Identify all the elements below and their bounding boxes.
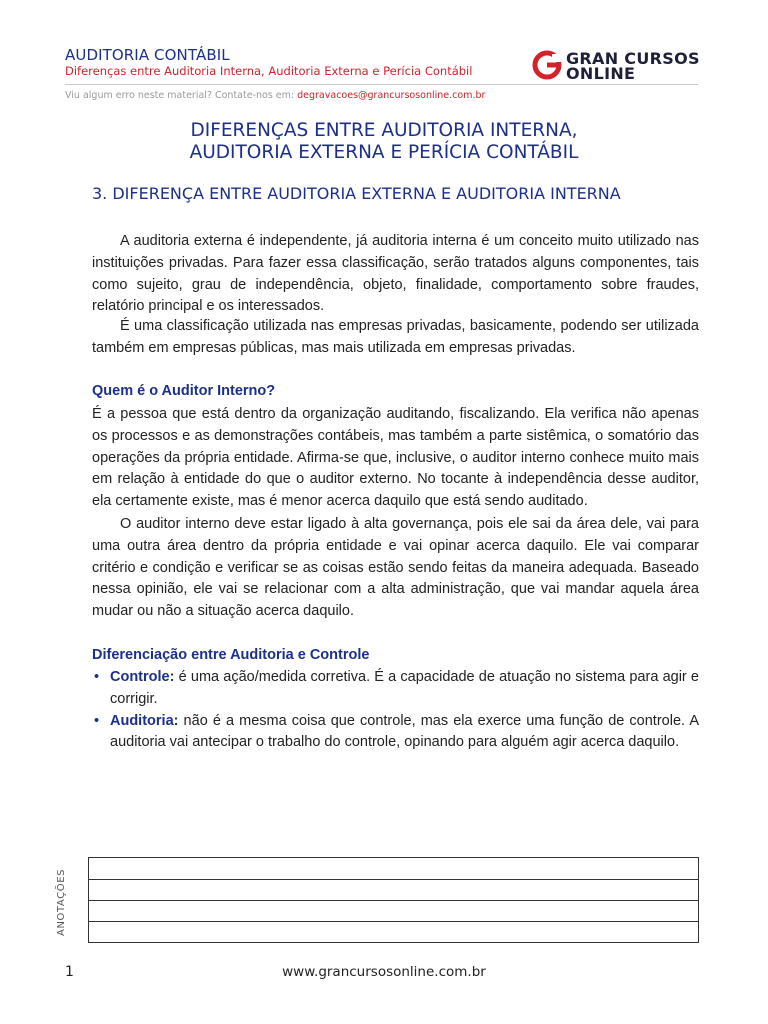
paragraph: [92, 514, 699, 623]
section-title: 3. DIFERENÇA ENTRE AUDITORIA EXTERNA E AUDITORIA INTERNA: [92, 184, 621, 203]
paragraph: [92, 316, 699, 360]
bullet-term: Auditoria:: [110, 712, 179, 729]
course-title: AUDITORIA CONTÁBIL: [65, 46, 230, 64]
paragraph: [92, 231, 699, 318]
bullet-text: não é a mesma coisa que controle, mas ela exerce uma função de controle. A auditoria vai antecipar o trabalho do controle, opinando para alguém agir acerca daquilo.: [110, 712, 699, 751]
contact-prefix: Viu algum erro neste material? Contate-nos em:: [65, 90, 298, 101]
list-item: [92, 711, 699, 755]
logo-text-line1: GRAN CURSOS: [566, 49, 700, 68]
subheading-diferenciacao: Diferenciação entre Auditoria e Controle: [92, 647, 370, 663]
course-subtitle: Diferenças entre Auditoria Interna, Auditoria Externa e Perícia Contábil: [65, 64, 473, 78]
notes-line: [89, 900, 698, 901]
footer-website-link[interactable]: www.grancursosonline.com.br: [282, 964, 486, 980]
logo-text-line2: ONLINE: [566, 64, 636, 83]
notes-line: [89, 879, 698, 880]
paragraph-text: É a pessoa que está dentro da organização auditando, fiscalizando. Ela verifica não apenas os processos e as demonstrações contábeis, mas também a parte sistêmica, o somatório das operações da própria entidade. Afirma-se que, inclusive, o auditor interno conhece muito mais em relação à entidade do que o auditor externo. No tocante à independência desse auditor, ela certamente existe, mas é menor acerca daquilo que está sendo auditado.: [92, 406, 699, 510]
list-item: [92, 667, 699, 711]
contact-notice: [65, 90, 485, 101]
paragraph-text: É uma classificação utilizada nas empresas privadas, basicamente, podendo ser utilizada também em empresas públicas, mas mais utilizada em empresas privadas.: [92, 318, 699, 356]
bullet-term: Controle:: [110, 669, 175, 685]
document-title-line2: AUDITORIA EXTERNA E PERÍCIA CONTÁBIL: [189, 142, 579, 163]
bullet-icon: •: [94, 669, 100, 685]
paragraph: [92, 404, 699, 513]
gran-g-logo-icon: [532, 50, 562, 80]
subheading-auditor-interno: Quem é o Auditor Interno?: [92, 383, 276, 399]
document-title-line1: DIFERENÇAS ENTRE AUDITORIA INTERNA,: [190, 120, 578, 141]
gran-cursos-logo[interactable]: [532, 48, 702, 82]
header-divider: [65, 84, 698, 85]
notes-label: ANOTAÇÕES: [56, 868, 67, 936]
notes-line: [89, 921, 698, 922]
paragraph-text: O auditor interno deve estar ligado à alta governança, pois ele sai da área dele, vai para uma outra área dentro da própria entidade e vai opinar acerca daquilo. Ele vai comparar critério e condição e verificar se as coisas estão sendo feitas da maneira adequada. Baseado nessa opinião, ele vai se relacionar com a alta administração, que vai mandar aquela área mudar ou não a situação acerca daquilo.: [92, 516, 699, 620]
bullet-icon: •: [94, 712, 100, 729]
bullet-text: é uma ação/medida corretiva. É a capacidade de atuação no sistema para agir e corrigir.: [110, 669, 699, 707]
contact-email-link[interactable]: degravacoes@grancursosonline.com.br: [297, 90, 486, 101]
paragraph-text: A auditoria externa é independente, já auditoria interna é um conceito muito utilizado nas instituições privadas. Para fazer essa classificação, serão tratados alguns componentes, tais como sujeito, grau de independência, objeto, finalidade, comportamento sobre fraudes, relatório principal e os interessados.: [92, 233, 699, 315]
bullet-list: [92, 667, 699, 754]
page-number: 1: [65, 964, 74, 980]
notes-box[interactable]: [88, 857, 699, 943]
